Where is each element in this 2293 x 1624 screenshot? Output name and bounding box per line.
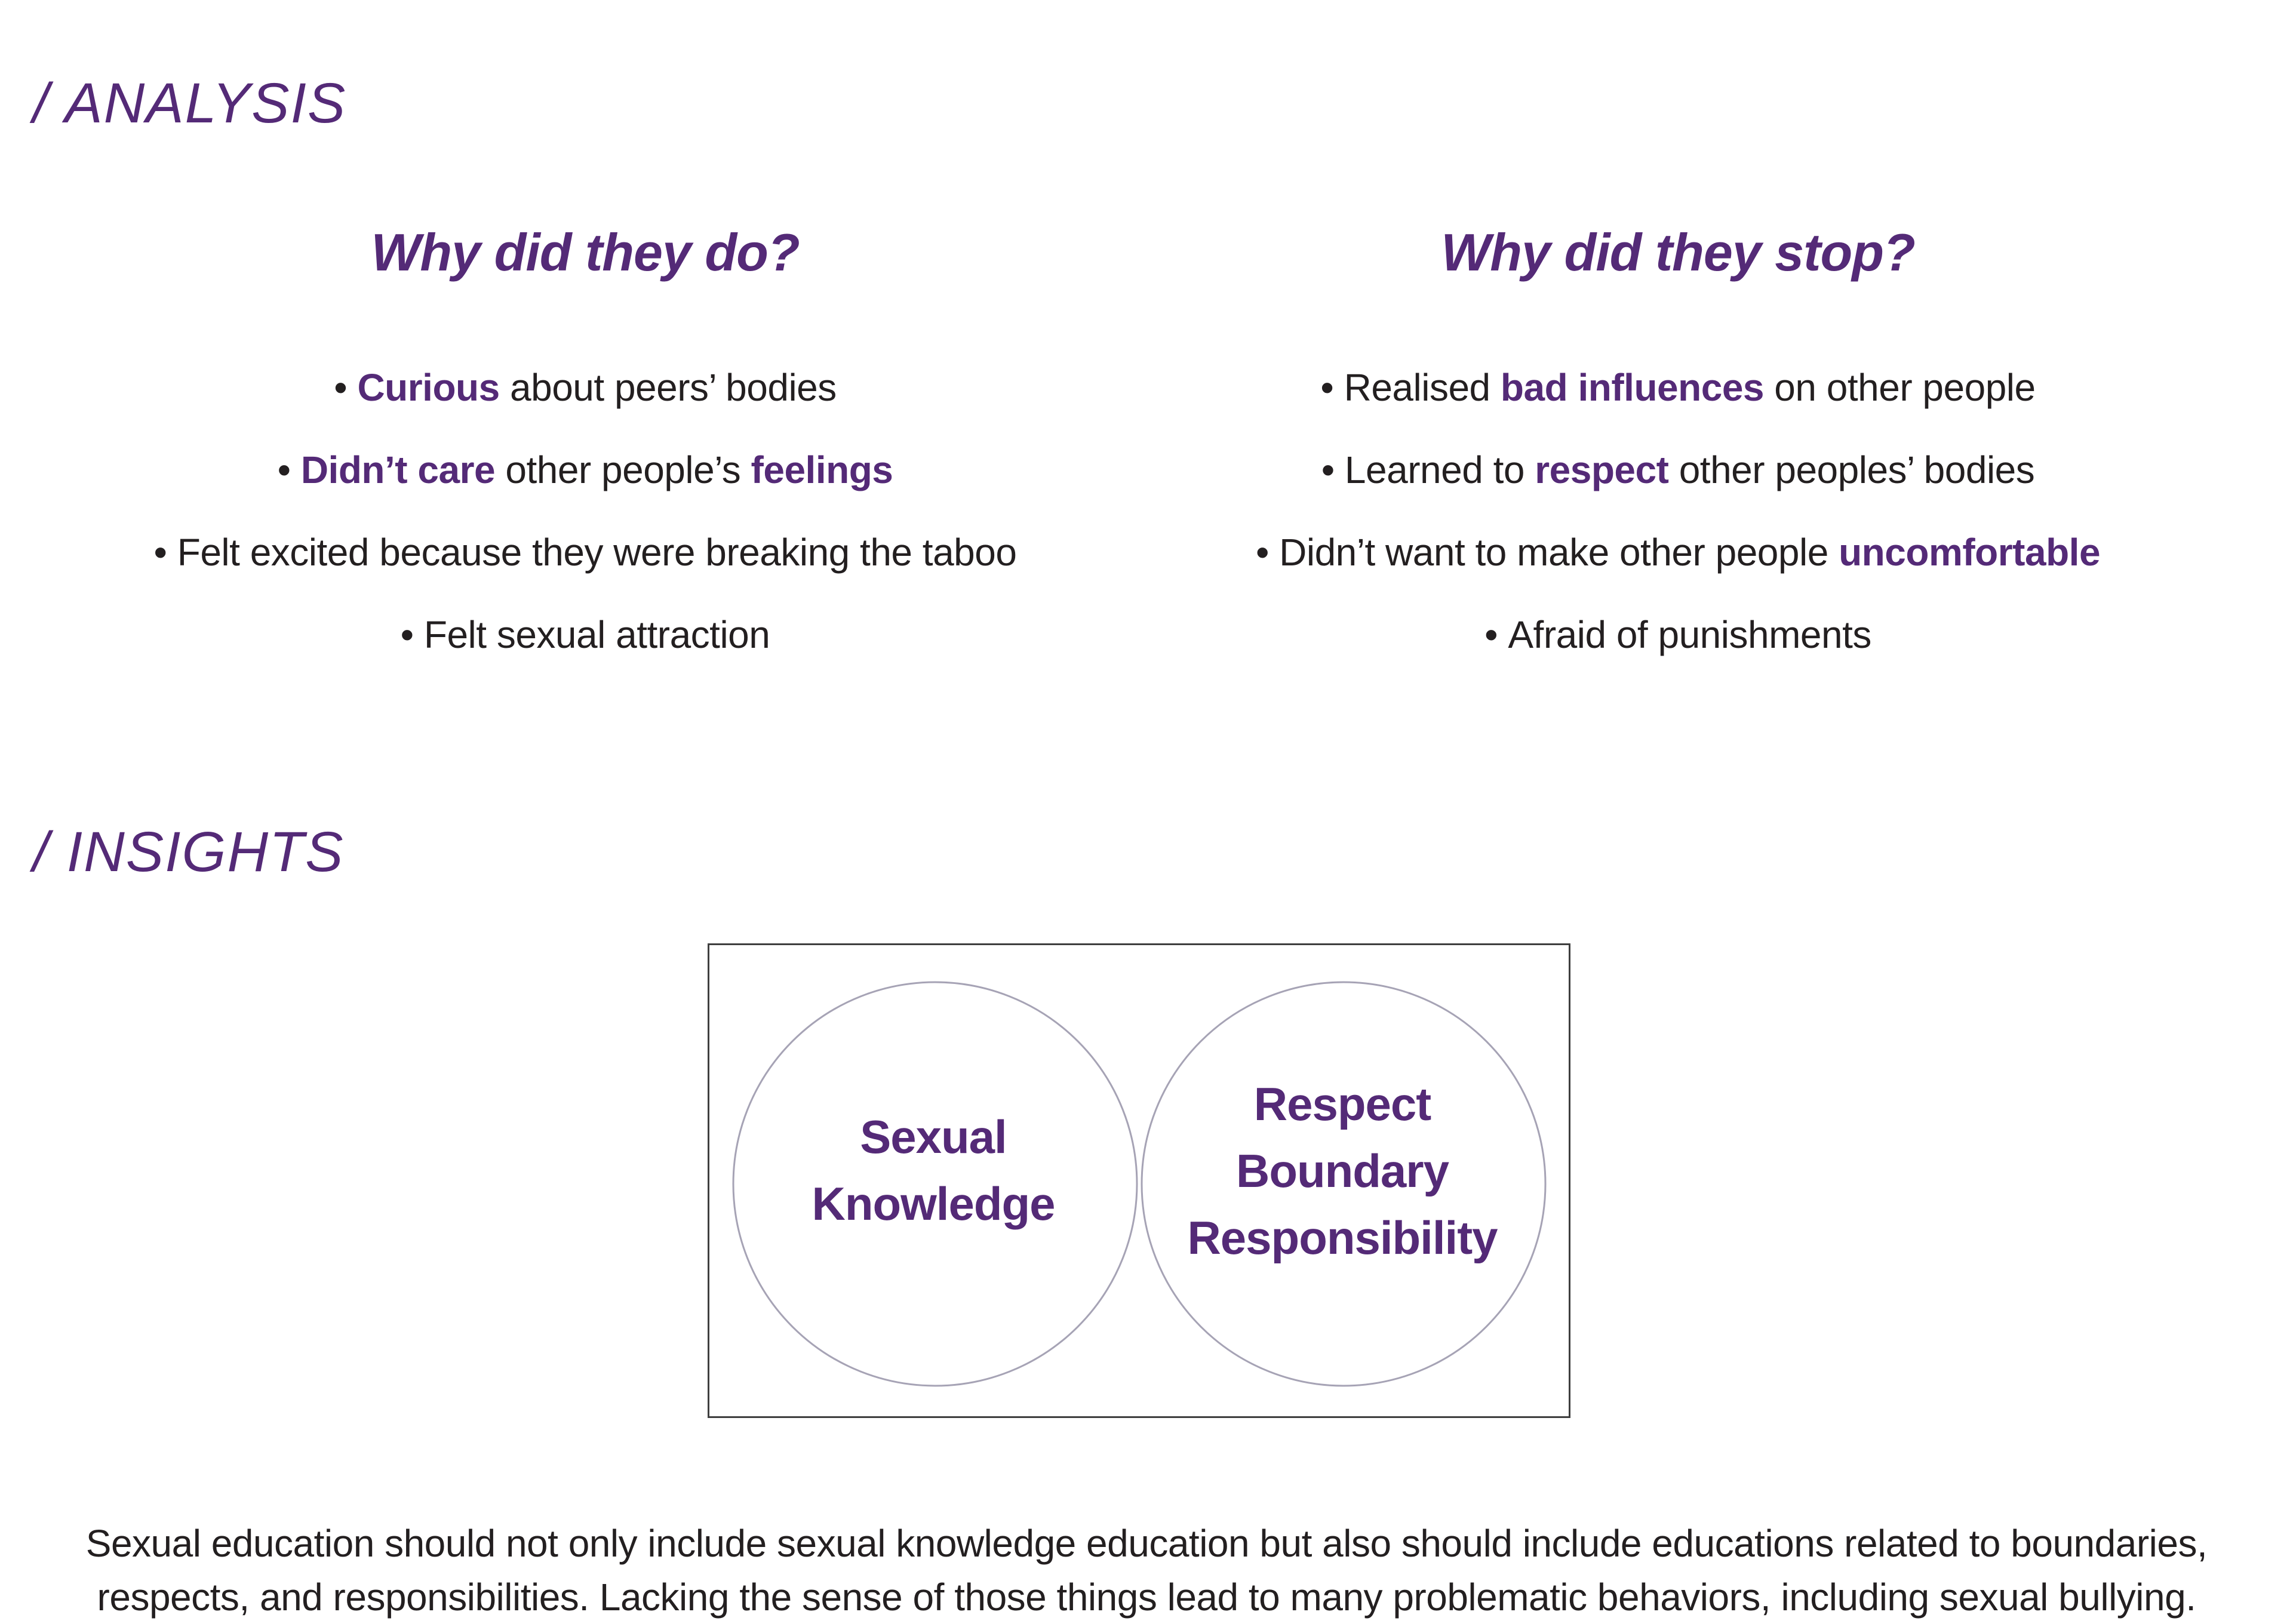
bullet-text: Felt sexual attraction [423, 613, 770, 656]
highlight-text: respect [1535, 448, 1669, 491]
bullet-item [72, 346, 1099, 429]
circle-label-line: Boundary [1235, 1145, 1449, 1197]
bullet-text: on other people [1764, 365, 2036, 409]
bullet-item [72, 511, 1099, 593]
bullet-item [1152, 429, 2203, 511]
bullet-text: Learned to [1344, 448, 1535, 491]
venn-diagram-box [708, 943, 1570, 1418]
circle-label-line: Respect [1253, 1078, 1431, 1130]
why-did-they-do-title: Why did they do? [371, 223, 800, 282]
bullet-text: other people’s [495, 448, 751, 491]
circle-label-line: Responsibility [1187, 1211, 1498, 1264]
analysis-heading: / ANALYSIS [33, 72, 347, 135]
why-did-they-stop-column [1152, 224, 2203, 676]
circle-label-line: Sexual [860, 1111, 1007, 1163]
bullet-text: about peers’ bodies [499, 365, 837, 409]
insights-heading: / INSIGHTS [33, 820, 345, 884]
left-circle-label [730, 1103, 1136, 1237]
bullet-text: Felt excited because they were breaking the taboo [177, 530, 1017, 574]
why-did-they-stop-title: Why did they stop? [1441, 223, 1915, 282]
circle-label-line: Knowledge [812, 1177, 1055, 1230]
bullet-text: Realised [1344, 365, 1501, 409]
highlight-text: uncomfortable [1839, 530, 2101, 574]
bullet-text: other peoples’ bodies [1668, 448, 2035, 491]
highlight-text: Didn’t care [300, 448, 496, 491]
bullet-text: Afraid of punishments [1508, 613, 1871, 656]
bullet-item [72, 429, 1099, 511]
bullet-text: Didn’t want to make other people [1279, 530, 1839, 574]
why-did-they-do-column [72, 224, 1099, 676]
highlight-text: bad influences [1500, 365, 1764, 409]
why-did-they-stop-list [1152, 346, 2203, 676]
conclusion-text: Sexual education should not only include sexual knowledge education but also should include educations related to boundaries, respects, and responsibilities. Lacking the sense of those things lead to many problematic behaviors, including sexual bullying. [85, 1522, 2208, 1619]
bullet-item [72, 593, 1099, 676]
right-circle-label [1139, 1071, 1545, 1271]
bullet-item [1152, 593, 2203, 676]
why-did-they-do-list [72, 346, 1099, 676]
highlight-text: feelings [751, 448, 893, 491]
bullet-item [1152, 346, 2203, 429]
highlight-text: Curious [357, 365, 500, 409]
bullet-item [1152, 511, 2203, 593]
